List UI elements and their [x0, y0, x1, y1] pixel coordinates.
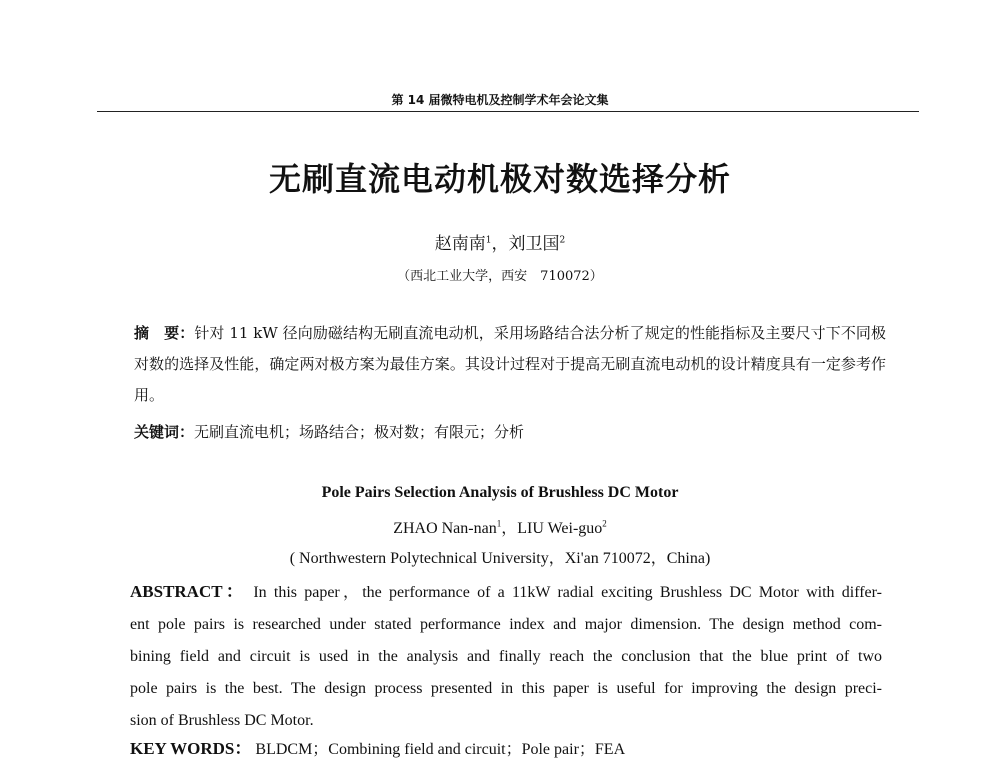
chinese-author-separator: ，	[491, 234, 509, 254]
chinese-authors	[0, 229, 1000, 254]
english-abstract-line-text: In this paper，the performance of a 11kW radial exciting Brushless DC Motor with differ-	[253, 584, 882, 601]
english-affiliation: ( Northwestern Polytechnical University，Xi'an 710072，China)	[289, 550, 711, 567]
english-abstract-line: sion of Brushless DC Motor.	[130, 712, 314, 729]
english-author-separator: ，	[501, 520, 518, 537]
chinese-abstract-label: 摘 要：	[134, 324, 195, 342]
english-title: Pole Pairs Selection Analysis of Brushless DC Motor	[321, 484, 679, 501]
chinese-author-1: 赵南南	[434, 234, 486, 254]
english-author-1-sup: 1	[496, 518, 502, 529]
english-abstract-line: bining field and circuit is used in the analysis and finally reach the conclusion that the blue print of two	[130, 648, 882, 665]
english-author-1: ZHAO Nan-nan	[393, 520, 497, 537]
english-author-2-sup: 2	[602, 518, 607, 529]
chinese-author-2: 刘卫国	[508, 234, 560, 254]
running-header: 第 14 届微特电机及控制学术年会论文集	[391, 93, 609, 107]
english-abstract-line: ent pole pairs is researched under stated performance index and major dimension. The design method com-	[130, 616, 882, 633]
chinese-author-2-sup: 2	[559, 235, 566, 246]
english-keywords-label: KEY WORDS：	[130, 739, 252, 758]
chinese-keywords-text: 无刷直流电机；场路结合；极对数；有限元；分析	[194, 423, 525, 441]
header-rule	[97, 111, 919, 112]
english-keywords-text: BLDCM；Combining field and circuit；Pole pair；FEA	[255, 741, 626, 758]
english-abstract-label: ABSTRACT：	[130, 582, 247, 601]
chinese-abstract-text: 针对 11 kW 径向励磁结构无刷直流电动机，采用场路结合法分析了规定的性能指标及主要尺寸下不同极对数的选择及性能，确定两对极方案为最佳方案。其设计过程对于提高无刷直流电动机的设计精度具有一定参考作用。	[134, 324, 886, 404]
english-authors	[0, 515, 1000, 538]
chinese-title: 无刷直流电动机极对数选择分析	[268, 160, 731, 198]
english-abstract	[130, 576, 882, 737]
chinese-keywords-label: 关键词：	[134, 423, 195, 441]
english-abstract-line: pole pairs is the best. The design process presented in this paper is useful for improving the design preci-	[130, 680, 882, 697]
english-keywords	[130, 734, 882, 759]
english-abstract-line	[130, 576, 882, 609]
chinese-keywords	[134, 418, 886, 446]
chinese-author-1-sup: 1	[485, 235, 492, 246]
chinese-affiliation: （西北工业大学，西安 710072）	[397, 269, 603, 284]
english-author-2: LIU Wei-guo	[517, 520, 603, 537]
chinese-abstract	[134, 318, 886, 411]
